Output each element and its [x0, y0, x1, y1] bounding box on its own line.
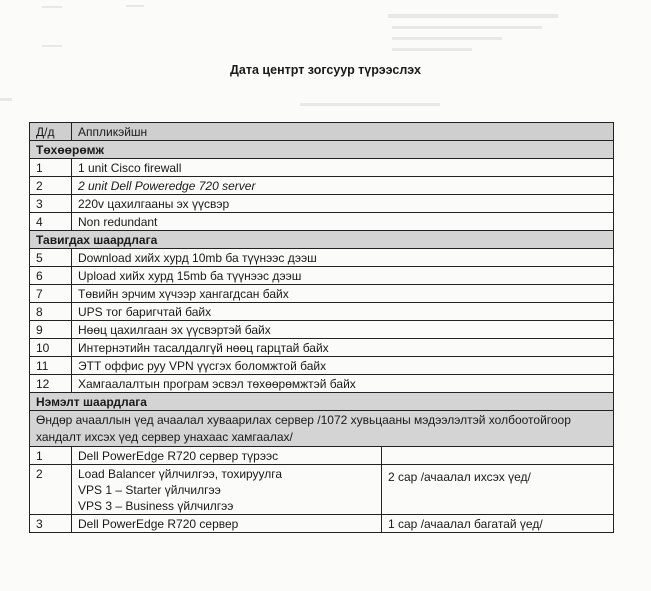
row-num: 7: [30, 285, 72, 303]
row-num: 3: [30, 195, 72, 213]
row-text: Non redundant: [72, 213, 614, 231]
row-num: 10: [30, 339, 72, 357]
row-text: Dell PowerEdge R720 сервер түрээс: [72, 447, 382, 465]
section-title: Нэмэлт шаардлага: [30, 393, 614, 411]
page-title: Дата центрт зогсуур түрээслэх: [230, 63, 421, 77]
row-num: 1: [30, 447, 72, 465]
section-description-row: [30, 411, 614, 447]
table-row: [30, 267, 614, 285]
bleed-through-mark: [42, 6, 62, 8]
row-text: 1 unit Cisco firewall: [72, 159, 614, 177]
row-num: 5: [30, 249, 72, 267]
row-num: 2: [30, 177, 72, 195]
section-title: Төхөөрөмж: [30, 141, 614, 159]
table-row: [30, 285, 614, 303]
row-text: 2 unit Dell Poweredge 720 server: [72, 177, 614, 195]
section-title-row: [30, 141, 614, 159]
table-row: [30, 159, 614, 177]
bleed-through-mark: [300, 103, 440, 106]
bleed-through-mark: [392, 26, 542, 29]
row-num: 2: [30, 465, 72, 515]
section-title-row: [30, 231, 614, 249]
row-num: 4: [30, 213, 72, 231]
table-row: [30, 177, 614, 195]
row-period-empty: [382, 447, 614, 465]
row-text: Dell PowerEdge R720 сервер: [72, 515, 382, 533]
bleed-through-mark: [392, 37, 502, 40]
row-text-line: VPS 1 – Starter үйлчилгээ: [78, 483, 221, 497]
table-row: [30, 339, 614, 357]
table-row: [30, 249, 614, 267]
table-row: [30, 195, 614, 213]
row-text: 220v цахилгааны эх үүсвэр: [72, 195, 614, 213]
row-text-line: Load Balancer үйлчилгээ, тохируулга: [78, 467, 283, 481]
table-row: [30, 357, 614, 375]
table-row: [30, 375, 614, 393]
table-row: [30, 303, 614, 321]
section-description: Өндөр ачааллын үед ачаалал хуваарилах сервер /1072 хувьцааны мэдээлэлтэй холбоотойгоор хандалт ихсэх үед сервер унахаас хамгаалах/: [30, 411, 614, 447]
row-num: 12: [30, 375, 72, 393]
row-num: 3: [30, 515, 72, 533]
table-row: [30, 465, 614, 515]
header-num: Д/д: [30, 123, 72, 141]
bleed-through-mark: [0, 98, 12, 101]
row-num: 9: [30, 321, 72, 339]
row-num: 1: [30, 159, 72, 177]
row-text-multiline: [72, 465, 382, 515]
row-text: Төвийн эрчим хүчээр хангагдсан байх: [72, 285, 614, 303]
row-period: 1 сар /ачаалал багатай үед/: [382, 515, 614, 533]
table-row: [30, 515, 614, 533]
row-text-line: VPS 3 – Business үйлчилгээ: [78, 499, 234, 513]
row-text: Upload хийх хурд 15mb ба түүнээс дээш: [72, 267, 614, 285]
row-num: 6: [30, 267, 72, 285]
row-text: Интернэтийн тасалдалгүй нөөц гарцтай байх: [72, 339, 614, 357]
row-text: UPS тог баригчтай байх: [72, 303, 614, 321]
datacenter-requirements-table: [29, 122, 614, 533]
row-period: 2 сар /ачаалал ихсэх үед/: [382, 465, 614, 515]
row-num: 8: [30, 303, 72, 321]
section-title: Тавигдах шаардлага: [30, 231, 614, 249]
table-header-row: [30, 123, 614, 141]
header-application: Аппликэйшн: [72, 123, 614, 141]
bleed-through-mark: [126, 5, 144, 7]
bleed-through-mark: [42, 45, 62, 47]
row-text: Download хийх хурд 10mb ба түүнээс дээш: [72, 249, 614, 267]
section-title-row: [30, 393, 614, 411]
bleed-through-mark: [388, 14, 558, 18]
bleed-through-mark: [392, 48, 472, 51]
row-text: ЭТТ оффис руу VPN үүсгэх боломжтой байх: [72, 357, 614, 375]
row-text: Хамгаалалтын програм эсвэл төхөөрөмжтэй байх: [72, 375, 614, 393]
row-num: 11: [30, 357, 72, 375]
table-row: [30, 321, 614, 339]
row-text: Нөөц цахилгаан эх үүсвэртэй байх: [72, 321, 614, 339]
table-row: [30, 447, 614, 465]
table-row: [30, 213, 614, 231]
